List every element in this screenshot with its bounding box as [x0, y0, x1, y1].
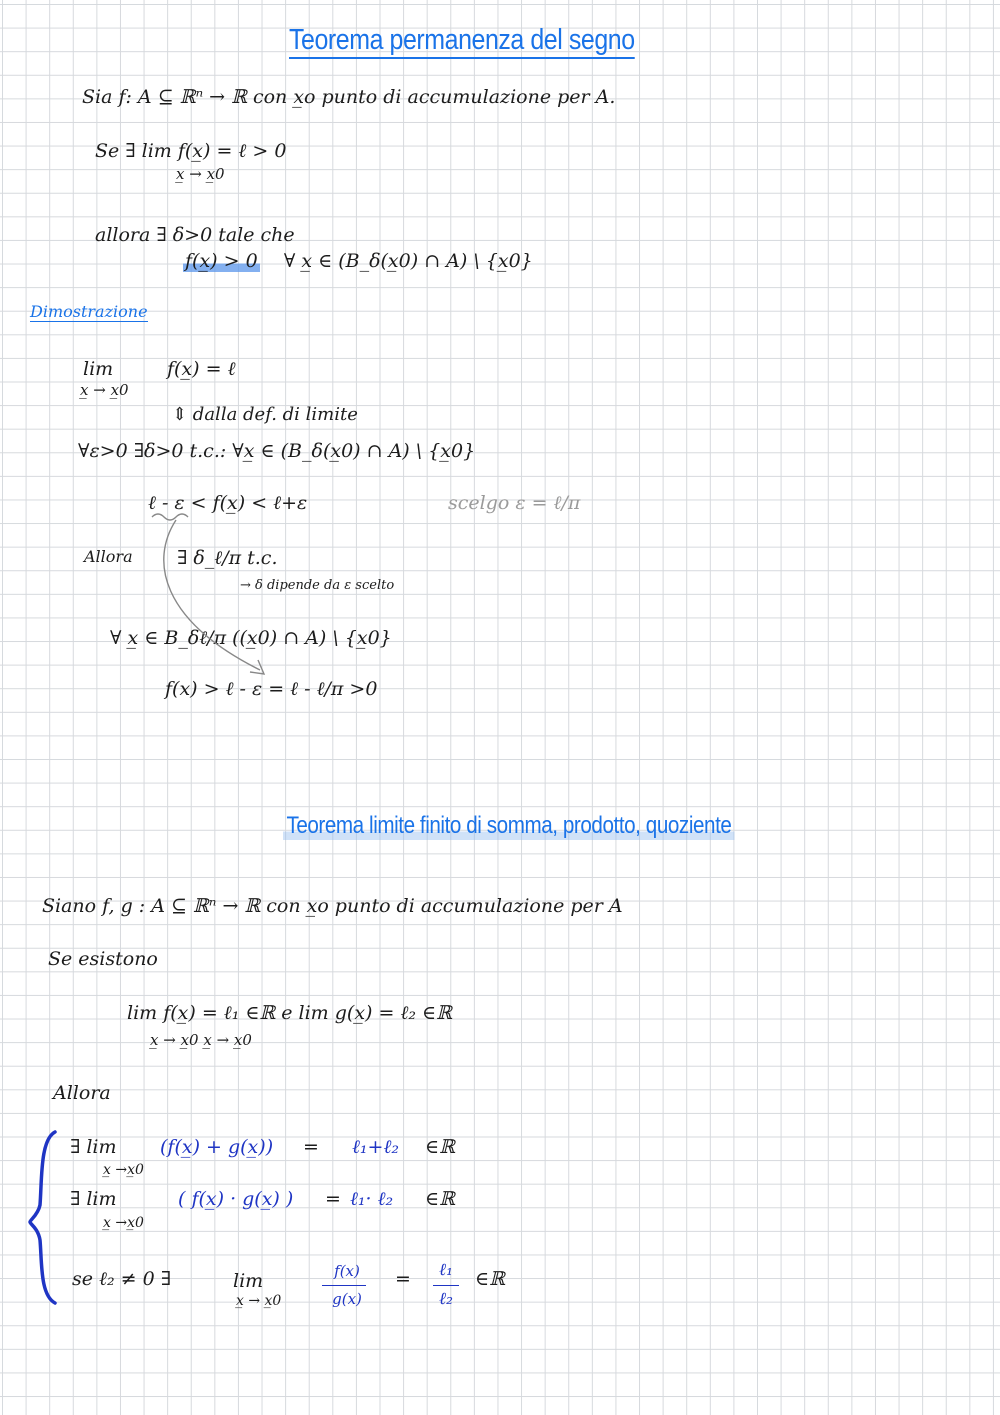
case2-subscript: x̲ →x̲0	[103, 1215, 144, 1231]
theorem1-limit-subscript: x̲ → x̲0	[176, 165, 225, 183]
proof-inequality: ℓ - ε < f(x̲) < ℓ+ε	[148, 492, 308, 514]
case1-result: ℓ₁+ℓ₂	[352, 1136, 399, 1158]
proof-then-label: Allora	[84, 547, 133, 566]
case1-set: ∈ℝ	[425, 1136, 455, 1158]
theorem1-hypothesis1: Sia f: A ⊆ ℝⁿ → ℝ con x̲o punto di accumulazione per A.	[82, 86, 616, 108]
theorem2-then-label: Allora	[53, 1082, 111, 1104]
proof-delta-note: → δ dipende da ε scelto	[240, 578, 395, 593]
case2-equals: =	[325, 1188, 341, 1210]
case3-denominator: g(x)	[332, 1290, 362, 1308]
case1-expression: (f(x̲) + g(x̲))	[160, 1136, 274, 1158]
theorem1-hypothesis2: Se ∃ lim f(x̲) = ℓ > 0	[95, 140, 287, 162]
theorem2-limits-subscript: x̲ → x̲0 x̲ → x̲0	[150, 1031, 252, 1049]
proof-lim-subscript: x̲ → x̲0	[80, 381, 129, 399]
theorem2-limits: lim f(x̲) = ℓ₁ ∈ℝ e lim g(x̲) = ℓ₂ ∈ℝ	[127, 1002, 452, 1024]
case1-lim: ∃ lim	[70, 1136, 117, 1158]
case2-result: ℓ₁· ℓ₂	[350, 1188, 394, 1210]
case3-subscript: x̲ → x̲0	[236, 1293, 282, 1309]
proof-for-all: ∀ x̲ ∈ B_δℓ/π ((x̲0) ∩ A) \ {x̲0}	[110, 627, 392, 649]
theorem2-hypothesis1: Siano f, g : A ⊆ ℝⁿ → ℝ con x̲o punto di accumulazione per A	[42, 895, 623, 917]
theorem2-hypothesis2: Se esistono	[48, 948, 158, 970]
case3-lim: lim	[233, 1270, 264, 1292]
case3-fraction-bar	[322, 1285, 366, 1286]
proof-arrow-note: ⇕ dalla def. di limite	[172, 404, 358, 425]
theorem1-thesis-intro: allora ∃ δ>0 tale che	[95, 224, 295, 246]
case3-numerator: f(x)	[334, 1262, 360, 1280]
theorem1-title: Teorema permanenza del segno	[289, 24, 635, 59]
case3-set: ∈ℝ	[475, 1268, 505, 1290]
proof-epsilon-delta: ∀ε>0 ∃δ>0 t.c.: ∀x̲ ∈ (B_δ(x̲0) ∩ A) \ {x̲0}	[78, 440, 476, 462]
case3-result-denominator: ℓ₂	[439, 1289, 453, 1309]
proof-choice-note: scelgo ε = ℓ/π	[448, 492, 581, 514]
proof-label: Dimostrazione	[30, 302, 148, 321]
case3-equals: =	[395, 1268, 411, 1290]
thesis-rest: ∀ x̲ ∈ (B_δ(x̲0) ∩ A) \ {x̲0}	[283, 250, 533, 272]
case1-subscript: x̲ →x̲0	[103, 1162, 144, 1178]
case3-condition: se ℓ₂ ≠ 0 ∃	[72, 1268, 171, 1290]
proof-exists-delta: ∃ δ_ℓ/π t.c.	[177, 547, 278, 569]
proof-lim-rest: f(x̲) = ℓ	[167, 358, 236, 380]
case2-set: ∈ℝ	[425, 1188, 455, 1210]
thesis-highlight: f(x̲) > 0	[185, 250, 258, 272]
case3-result-numerator: ℓ₁	[439, 1260, 453, 1280]
case2-expression: ( f(x̲) · g(x̲) )	[178, 1188, 294, 1210]
proof-conclusion: f(x) > ℓ - ε = ℓ - ℓ/π >0	[165, 678, 378, 700]
case3-result-bar	[433, 1285, 459, 1286]
theorem2-title: Teorema limite finito di somma, prodotto, quoziente	[283, 812, 735, 840]
case2-lim: ∃ lim	[70, 1188, 117, 1210]
case1-equals: =	[303, 1136, 319, 1158]
proof-lim-word: lim	[83, 358, 114, 380]
